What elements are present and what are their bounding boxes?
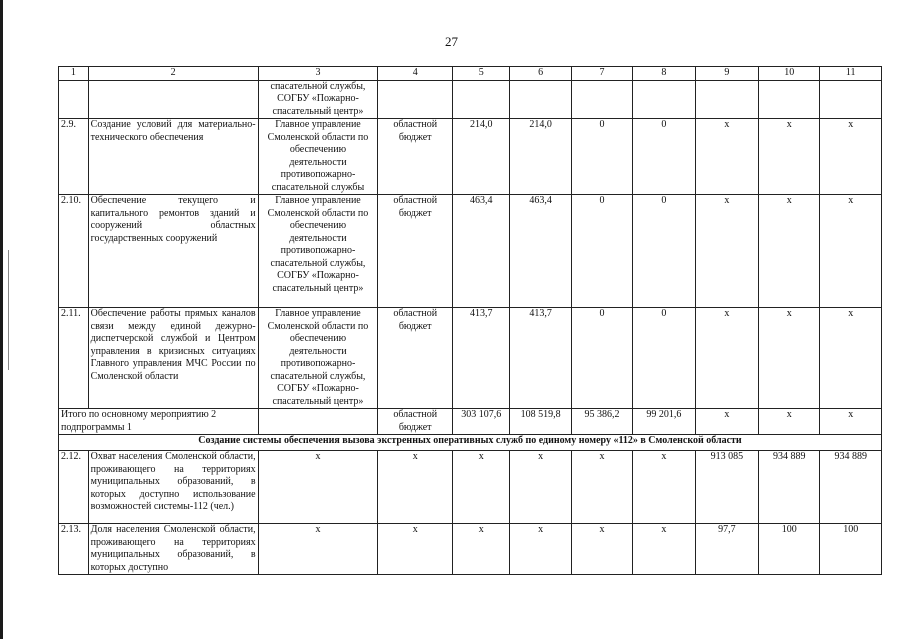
executor-cell: Главное управление Смоленской области по обеспечению деятельности противопожарно-спасательной службы, СОГБУ «Пожарно-спасательный центр» [258, 195, 378, 308]
value-cell: х [820, 119, 882, 195]
activity-name: Обеспечение текущего и капитального ремонтов зданий и сооружений областных государственных сооружений [88, 195, 258, 308]
total-value: х [695, 409, 758, 435]
row-number: 2.11. [59, 308, 89, 409]
value-cell: 463,4 [510, 195, 571, 308]
activity-name: Обеспечение работы прямых каналов связи между единой дежурно-диспетчерской службой и Центром управления в кризисных ситуациях Главного управления МЧС России по Смоленской области [88, 308, 258, 409]
value-cell: 913 085 [695, 451, 758, 524]
column-number: 11 [820, 67, 882, 81]
value-cell: х [759, 195, 820, 308]
value-cell: х [695, 119, 758, 195]
row-number: 2.10. [59, 195, 89, 308]
value-cell: 413,7 [453, 308, 510, 409]
column-number: 9 [695, 67, 758, 81]
indicator-row [59, 451, 882, 524]
value-cell: 97,7 [695, 524, 758, 575]
total-value: х [759, 409, 820, 435]
value-cell: 214,0 [453, 119, 510, 195]
value-cell: 0 [633, 308, 695, 409]
value-cell: х [571, 451, 632, 524]
value-cell: х [378, 451, 453, 524]
budget-table [58, 66, 882, 575]
value-cell: х [820, 308, 882, 409]
executor-cell: Главное управление Смоленской области по обеспечению деятельности противопожарно-спасательной службы, СОГБУ «Пожарно-спасательный центр» [258, 308, 378, 409]
scan-left-edge [0, 0, 3, 639]
funding-source: областной бюджет [378, 195, 453, 308]
page-number: 27 [445, 34, 458, 49]
value-cell: х [759, 308, 820, 409]
indicator-name: Доля населения Смоленской области, проживающего на территориях муниципальных образований, в которых доступно [88, 524, 258, 575]
table-row [59, 195, 882, 308]
value-cell: х [695, 195, 758, 308]
value-cell: х [258, 451, 378, 524]
section-title-row [59, 435, 882, 451]
total-value: 108 519,8 [510, 409, 571, 435]
value-cell: 934 889 [759, 451, 820, 524]
value-cell: 0 [571, 195, 632, 308]
value-cell: 0 [633, 119, 695, 195]
row-number: 2.12. [59, 451, 89, 524]
value-cell: 100 [820, 524, 882, 575]
funding-source: областной бюджет [378, 409, 453, 435]
total-value: 95 386,2 [571, 409, 632, 435]
value-cell: х [258, 524, 378, 575]
column-number: 5 [453, 67, 510, 81]
total-row [59, 409, 882, 435]
indicator-row [59, 524, 882, 575]
executor-cell: Главное управление Смоленской области по обеспечению деятельности противопожарно-спасательной службы [258, 119, 378, 195]
funding-source: областной бюджет [378, 308, 453, 409]
table-row [59, 308, 882, 409]
indicator-name: Охват населения Смоленской области, проживающего на территориях муниципальных образований, в которых доступно использование возможностей системы-112 (чел.) [88, 451, 258, 524]
column-number: 8 [633, 67, 695, 81]
value-cell: х [453, 451, 510, 524]
value-cell: 463,4 [453, 195, 510, 308]
value-cell: х [820, 195, 882, 308]
value-cell: х [633, 524, 695, 575]
column-number: 6 [510, 67, 571, 81]
value-cell: 0 [633, 195, 695, 308]
value-cell: х [695, 308, 758, 409]
value-cell: х [453, 524, 510, 575]
value-cell: 0 [571, 119, 632, 195]
scan-margin-line [8, 250, 9, 370]
column-number: 7 [571, 67, 632, 81]
activity-name: Создание условий для материально-технического обеспечения [88, 119, 258, 195]
executor-cell: спасательной службы, СОГБУ «Пожарно-спасательный центр» [258, 80, 378, 119]
value-cell: х [571, 524, 632, 575]
value-cell: 100 [759, 524, 820, 575]
column-number-row [59, 67, 882, 81]
value-cell: х [510, 451, 571, 524]
total-value: 99 201,6 [633, 409, 695, 435]
total-value: 303 107,6 [453, 409, 510, 435]
row-number: 2.13. [59, 524, 89, 575]
funding-source: областной бюджет [378, 119, 453, 195]
value-cell: 214,0 [510, 119, 571, 195]
column-number: 4 [378, 67, 453, 81]
column-number: 1 [59, 67, 89, 81]
value-cell: х [378, 524, 453, 575]
section-title: Создание системы обеспечения вызова экстренных оперативных служб по единому номеру «112» в Смоленской области [59, 435, 882, 451]
value-cell: 934 889 [820, 451, 882, 524]
column-number: 2 [88, 67, 258, 81]
value-cell: х [510, 524, 571, 575]
total-value: х [820, 409, 882, 435]
row-number: 2.9. [59, 119, 89, 195]
column-number: 3 [258, 67, 378, 81]
table-row-continuation [59, 80, 882, 119]
column-number: 10 [759, 67, 820, 81]
total-label: Итого по основному мероприятию 2 подпрограммы 1 [59, 409, 259, 435]
value-cell: 413,7 [510, 308, 571, 409]
value-cell: х [759, 119, 820, 195]
value-cell: 0 [571, 308, 632, 409]
value-cell: х [633, 451, 695, 524]
table-row [59, 119, 882, 195]
